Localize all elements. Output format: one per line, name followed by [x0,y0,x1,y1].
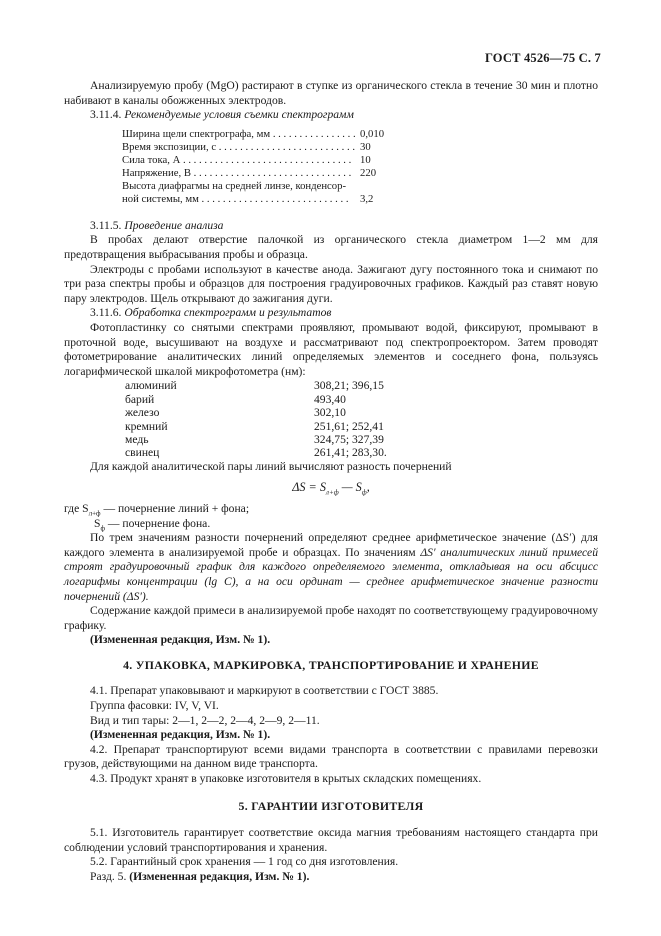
paragraph: 4.2. Препарат транспортируют всеми видами транспорта в соответствии с правилами перевозки грузов, действующими на данном виде транспорта. [64,742,598,771]
edit-note: (Измененная редакция, Изм. № 1). [90,633,271,647]
section-3-11-6-heading [64,306,598,321]
parameters-list [122,128,394,206]
section-number: 3.11.5. [90,218,122,232]
element-row: алюминий 308,21; 396,15 [125,379,384,393]
section-4-heading: 4. УПАКОВКА, МАРКИРОВКА, ТРАНСПОРТИРОВАНИЕ И ХРАНЕНИЕ [123,657,539,672]
paragraph: Группа фасовки: IV, V, VI. [90,699,219,713]
section-title: Рекомендуемые условия съемки спектрограмм [124,108,354,122]
section-title: Обработка спектрограмм и результатов [124,306,332,320]
intro-paragraph: Анализируемую пробу (MgO) растирают в ступке из органического стекла в течение 30 мин и плотно набивают в каналы обожженных электродов. [64,79,598,107]
element-row: барий 493,40 [125,392,346,406]
section-number: 3.11.4. [90,108,122,122]
parameter-row: ной системы, мм . . . . . . . . . . . . . . . . . . . . . . . . . . . . 3,2 [122,192,374,205]
element-row: свинец 261,41; 283,30. [125,446,387,460]
paragraph: В пробах делают отверстие палочкой из органического стекла диаметром 1—2 мм для предотвращения выбрасывания пробы и образца. [64,233,598,261]
element-row: медь 324,75; 327,39 [125,432,384,446]
element-row: железо 302,10 [125,406,346,420]
section-5-heading: 5. ГАРАНТИИ ИЗГОТОВИТЕЛЯ [238,798,424,813]
paragraph: Электроды с пробами используют в качестве анода. Зажигают дугу постоянного тока и снимают по три раза спектры пробы и образцов для построения градуировочных графиков. Каждый раз ставят новую пару электродов. Щель открывают до зажигания дуги. [64,262,598,305]
paragraph: По трем значениям разности почернений определяют среднее арифметическое значение (ΔS′) для каждого элемента в анализируемой пробе и образцах. По значениям ΔS′ аналитических линий примесей строят градуировочный график для каждого определяемого элемента, откладывая на оси абсцисс логарифмы концентрации (lg C), а на оси ординат — среднее арифметическое значение разности почернений (ΔS′). [64,531,598,603]
where-line: $S_ф$ — почернение фона. [94,516,211,532]
element-row: кремний 251,61; 252,41 [125,419,384,433]
paragraph: 5.2. Гарантийный срок хранения — 1 год со дня изготовления. [90,855,399,869]
formula: $\Delta S = S_{л+ф}$ — $S_ф$, [292,480,370,497]
elements-list [125,379,598,459]
paragraph: Для каждой аналитической пары линий вычисляют разность почернений [90,459,452,473]
parameter-row: Сила тока, А . . . . . . . . . . . . . . . . . . . . . . . . . . . . . . . . 10 [122,153,371,166]
section-3-11-4-heading [64,108,598,123]
paragraph: 5.1. Изготовитель гарантирует соответствие оксида магния требованиям настоящего стандарта при соблюдении условий транспортирования и хранения. [64,826,598,854]
parameter-row: Напряжение, В . . . . . . . . . . . . . . . . . . . . . . . . . . . . . . 220 [122,166,377,179]
parameter-row-label: Высота диафрагмы на средней линзе, конденсор- [122,179,347,192]
section-3-11-5-heading [64,219,598,234]
page-content [64,79,598,885]
paragraph: Фотопластинку со снятыми спектрами проявляют, промывают водой, фиксируют, промывают в проточной воде, высушивают на воздухе и рассматривают под спектропроектором. Затем проводят фотометрирование аналитических линий определяемых элементов и соседнего фона, пользуясь логарифмической шкалой микрофотометра (нм): [64,320,598,378]
where-line: где $S_{л+ф}$ — почернение линий + фона; [64,501,250,518]
paragraph: Разд. 5. (Измененная редакция, Изм. № 1). [90,870,310,883]
section-number: 3.11.6. [90,306,122,320]
page-header: ГОСТ 4526—75 С. 7 [484,51,601,65]
paragraph: Содержание каждой примеси в анализируемой пробе находят по соответствующему градуировочному графику. [64,604,598,632]
paragraph: 4.3. Продукт хранят в упаковке изготовителя в крытых складских помещениях. [90,772,482,786]
section-title: Проведение анализа [124,218,224,232]
paragraph: 4.1. Препарат упаковывают и маркируют в соответствии с ГОСТ 3885. [90,684,439,698]
parameter-row: Ширина щели спектрографа, мм . . . . . . . . . . . . . . . . 0,010 [122,127,385,140]
parameter-row: Время экспозиции, с . . . . . . . . . . . . . . . . . . . . . . . . . . 30 [122,140,371,153]
paragraph: Вид и тип тары: 2—1, 2—2, 2—4, 2—9, 2—11. [90,713,320,727]
edit-note: (Измененная редакция, Изм. № 1). [90,728,271,742]
